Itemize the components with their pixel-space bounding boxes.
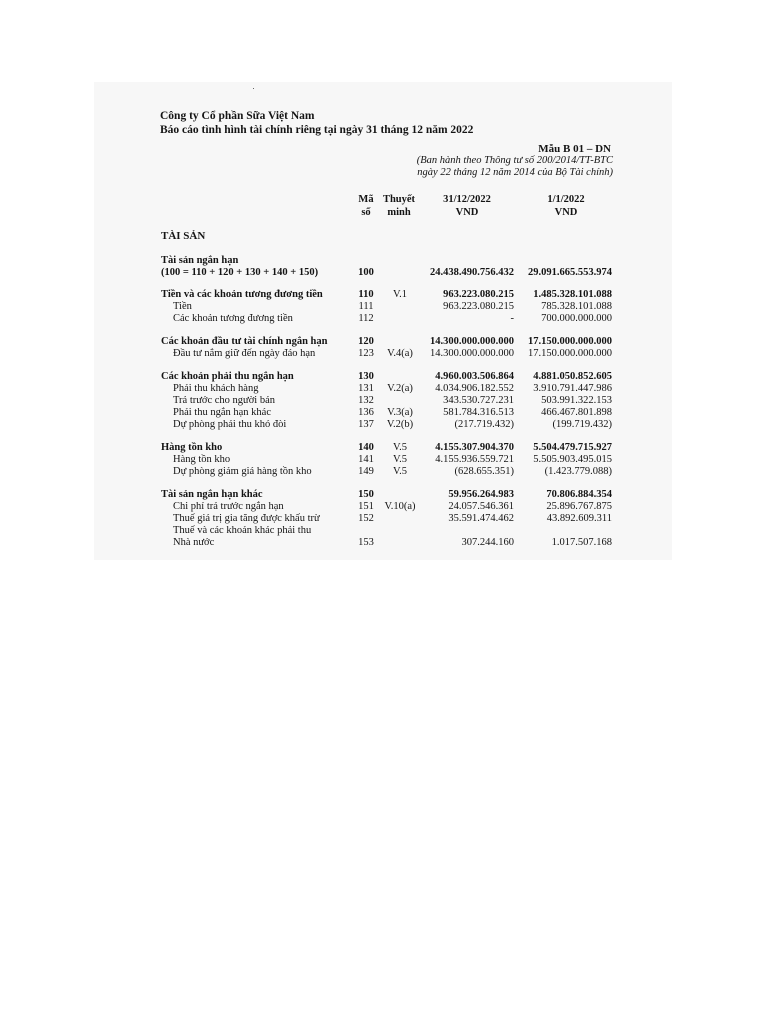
row-label: Các khoản phải thu ngắn hạn (161, 371, 294, 382)
row-value-prior: 466.467.801.898 (541, 407, 612, 418)
row-code: 130 (358, 371, 374, 382)
row-label: Dự phòng phải thu khó đòi (173, 419, 287, 430)
column-header-prior-period (518, 193, 614, 219)
row-value-current: 14.300.000.000.000 (430, 348, 514, 359)
form-code: Mẫu B 01 – DN (538, 143, 611, 155)
row-value-current: 343.530.727.231 (443, 395, 514, 406)
row-code: 140 (358, 442, 374, 453)
row-code: 132 (358, 395, 374, 406)
column-header-current-currency: VND (455, 207, 479, 218)
row-value-current: (217.719.432) (454, 419, 514, 430)
table-row (0, 525, 768, 537)
row-value-prior: 5.505.903.495.015 (533, 454, 612, 465)
table-row (0, 348, 768, 360)
row-note-ref: V.5 (392, 442, 408, 453)
row-value-current: 14.300.000.000.000 (430, 336, 514, 347)
table-row (0, 395, 768, 407)
row-value-prior: 17.150.000.000.000 (528, 348, 612, 359)
table-row (0, 255, 768, 267)
row-label: (100 = 110 + 120 + 130 + 140 + 150) (161, 267, 319, 278)
row-value-prior: 1.017.507.168 (551, 537, 612, 548)
report-title: Báo cáo tình hình tài chính riêng tại ngày 31 tháng 12 năm 2022 (160, 124, 474, 136)
table-row (0, 466, 768, 478)
row-value-prior: 5.504.479.715.927 (533, 442, 612, 453)
row-label: Trả trước cho người bán (173, 395, 276, 406)
row-note-ref: V.2(b) (386, 419, 414, 430)
row-value-prior: 4.881.050.852.605 (533, 371, 612, 382)
row-note-ref: V.2(a) (387, 383, 413, 394)
column-header-note-line2: minh (387, 207, 411, 218)
row-value-current: 59.956.264.983 (448, 489, 514, 500)
row-note-ref: V.3(a) (387, 407, 413, 418)
row-note-ref: V.10(a) (384, 501, 416, 512)
table-row (0, 383, 768, 395)
row-note-ref: V.5 (392, 454, 408, 465)
column-header-note (380, 193, 418, 219)
column-header-prior-date: 1/1/2022 (547, 194, 585, 205)
row-code: 136 (358, 407, 374, 418)
row-value-prior: 785.328.101.088 (541, 301, 612, 312)
column-header-code-line2: số (361, 207, 371, 218)
row-note-ref: V.5 (392, 466, 408, 477)
row-value-current: - (510, 313, 514, 324)
row-value-current: 4.960.003.506.864 (435, 371, 514, 382)
row-label: Chi phí trả trước ngắn hạn (173, 501, 284, 512)
row-value-current: 4.034.906.182.552 (435, 383, 514, 394)
row-label: Phải thu ngắn hạn khác (173, 407, 271, 418)
table-row (0, 267, 768, 279)
row-note-ref: V.1 (392, 289, 408, 300)
company-name: Công ty Cổ phần Sữa Việt Nam (160, 110, 315, 122)
table-row (0, 313, 768, 325)
regulation-note-line2: ngày 22 tháng 12 năm 2014 của Bộ Tài chính) (417, 167, 613, 178)
row-code: 149 (358, 466, 374, 477)
row-label: Nhà nước (173, 537, 215, 548)
row-code: 150 (358, 489, 374, 500)
row-value-current: 307.244.160 (461, 537, 514, 548)
row-label: Thuế giá trị gia tăng được khấu trừ (173, 513, 320, 524)
table-row (0, 301, 768, 313)
row-code: 131 (358, 383, 374, 394)
row-note-ref: V.4(a) (387, 348, 413, 359)
row-code: 112 (358, 313, 374, 324)
scan-speck (253, 88, 254, 89)
table-row (0, 501, 768, 513)
row-value-prior: 25.896.767.875 (546, 501, 612, 512)
row-code: 152 (358, 513, 374, 524)
row-code: 120 (358, 336, 374, 347)
row-value-current: 24.057.546.361 (448, 501, 514, 512)
row-value-current: 4.155.936.559.721 (435, 454, 514, 465)
regulation-note-line1: (Ban hành theo Thông tư số 200/2014/TT-BTC (416, 155, 613, 166)
table-row (0, 289, 768, 301)
row-value-prior: (1.423.779.088) (544, 466, 612, 477)
row-value-prior: 700.000.000.000 (541, 313, 612, 324)
column-header-current-period (420, 193, 514, 219)
row-value-current: 35.591.474.462 (448, 513, 514, 524)
section-title-assets: TÀI SẢN (161, 230, 206, 242)
table-row (0, 419, 768, 431)
column-header-prior-currency: VND (554, 207, 578, 218)
row-code: 100 (358, 267, 374, 278)
column-header-code (354, 193, 378, 219)
row-label: Phải thu khách hàng (173, 383, 259, 394)
row-code: 123 (358, 348, 374, 359)
table-row (0, 454, 768, 466)
table-row (0, 371, 768, 383)
table-row (0, 407, 768, 419)
row-label: Tài sản ngắn hạn khác (161, 489, 263, 500)
row-code: 111 (358, 301, 374, 312)
column-header-code-line1: Mã (358, 194, 374, 205)
table-row (0, 336, 768, 348)
row-code: 141 (358, 454, 374, 465)
table-row (0, 537, 768, 549)
row-label: Đầu tư nắm giữ đến ngày đáo hạn (173, 348, 316, 359)
column-header-current-date: 31/12/2022 (443, 194, 491, 205)
row-value-prior: 29.091.665.553.974 (528, 267, 612, 278)
row-label: Thuế và các khoản khác phải thu (173, 525, 312, 536)
row-value-prior: (199.719.432) (552, 419, 612, 430)
row-label: Các khoản tương đương tiền (173, 313, 293, 324)
row-value-prior: 17.150.000.000.000 (528, 336, 612, 347)
row-value-prior: 43.892.609.311 (546, 513, 612, 524)
row-label: Tài sản ngắn hạn (161, 255, 239, 266)
row-label: Hàng tồn kho (173, 454, 231, 465)
row-label: Các khoản đầu tư tài chính ngắn hạn (161, 336, 328, 347)
row-value-current: 963.223.080.215 (443, 301, 514, 312)
row-value-current: 581.784.316.513 (443, 407, 514, 418)
row-value-current: (628.655.351) (454, 466, 514, 477)
row-code: 153 (358, 537, 374, 548)
row-label: Tiền (173, 301, 192, 312)
row-code: 110 (358, 289, 374, 300)
row-value-prior: 70.806.884.354 (546, 489, 612, 500)
row-value-current: 24.438.490.756.432 (430, 267, 514, 278)
row-value-prior: 3.910.791.447.986 (533, 383, 612, 394)
row-value-current: 963.223.080.215 (443, 289, 514, 300)
row-code: 151 (358, 501, 374, 512)
row-value-prior: 503.991.322.153 (541, 395, 612, 406)
row-label: Dự phòng giảm giá hàng tồn kho (173, 466, 312, 477)
row-label: Hàng tồn kho (161, 442, 223, 453)
row-code: 137 (358, 419, 374, 430)
table-row (0, 442, 768, 454)
table-row (0, 513, 768, 525)
row-value-prior: 1.485.328.101.088 (533, 289, 612, 300)
table-row (0, 489, 768, 501)
row-label: Tiền và các khoản tương đương tiền (161, 289, 323, 300)
row-value-current: 4.155.307.904.370 (435, 442, 514, 453)
column-header-note-line1: Thuyết (382, 194, 416, 205)
